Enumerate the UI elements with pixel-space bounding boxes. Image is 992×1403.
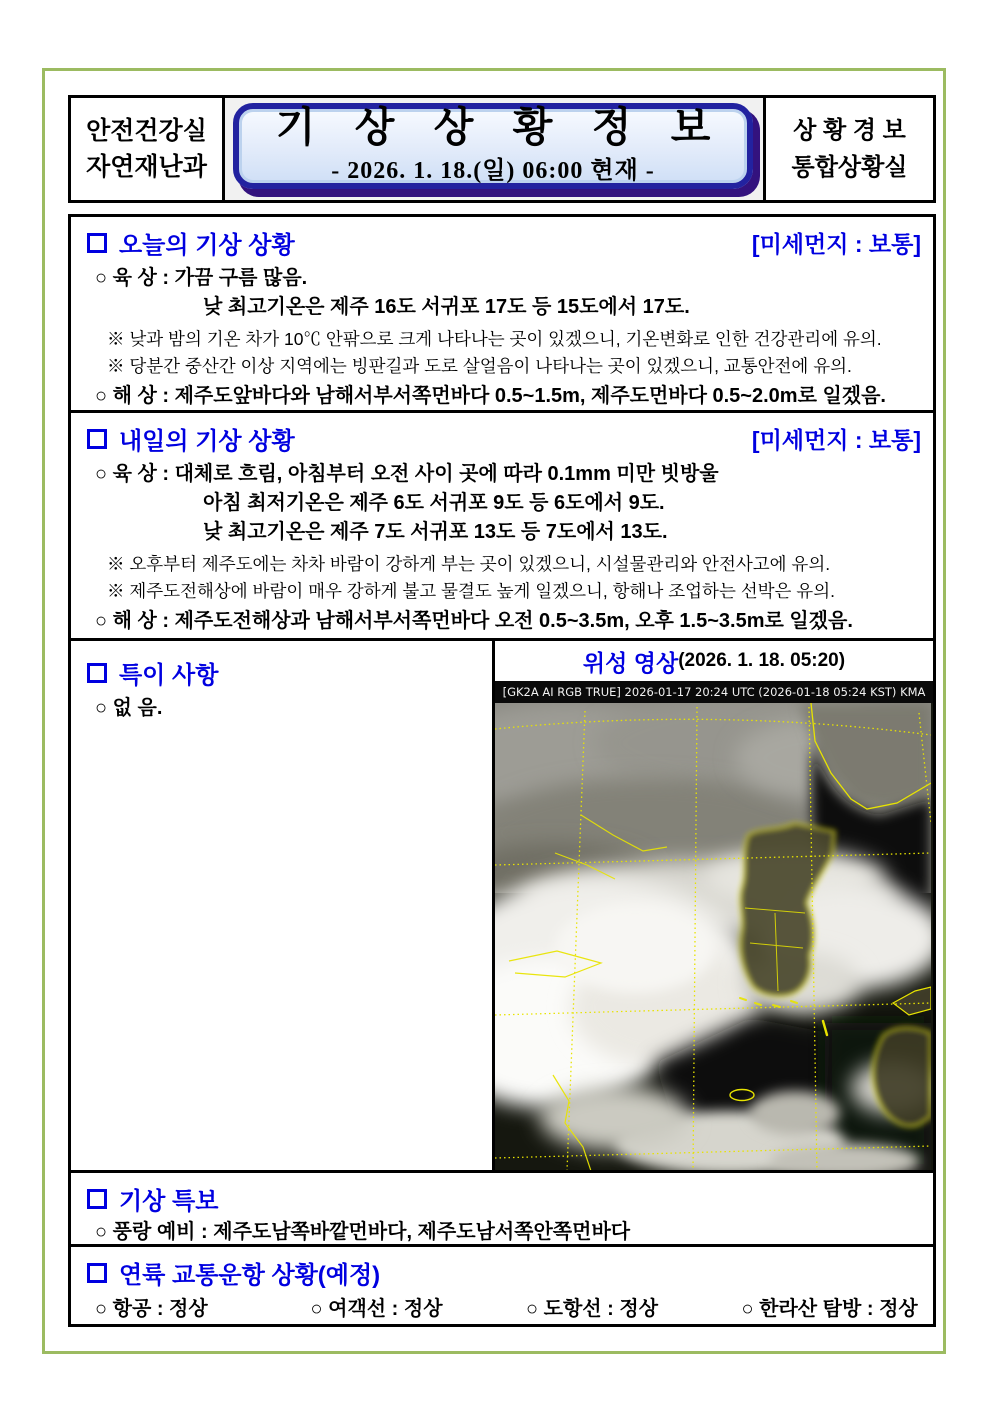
report-datetime: - 2026. 1. 18.(일) 06:00 현재 -	[331, 158, 655, 184]
section-tomorrow-title	[87, 421, 295, 456]
tomorrow-note2: ※ 제주도전해상에 바람이 매우 강하게 불고 물결도 높게 일겠으니, 항해나 조업하는 선박은 유의.	[107, 581, 835, 601]
satellite-datetime: (2026. 1. 18. 05:20)	[678, 650, 846, 671]
section-transport-header	[71, 1247, 933, 1290]
special-notes-header	[71, 647, 492, 690]
special-none-line: ○ 없 음.	[95, 697, 163, 719]
department-line2: 자연재난과	[86, 153, 207, 181]
section-warning	[71, 1173, 933, 1247]
section-today-header	[71, 217, 933, 260]
transport-hallasan: ○ 한라산 탐방 : 정상	[741, 1298, 918, 1320]
tomorrow-land-line2: 아침 최저기온은 제주 6도 서귀포 9도 등 6도에서 9도.	[203, 492, 665, 514]
section-warning-label: 기상 특보	[119, 1188, 219, 1215]
title-cell	[225, 98, 763, 200]
section-warning-title	[87, 1181, 218, 1216]
special-notes-cell	[71, 641, 495, 1170]
special-notes-title	[87, 655, 218, 690]
report-body	[68, 214, 936, 1327]
transport-island: ○ 도항선 : 정상	[526, 1298, 659, 1320]
blue-square-icon	[87, 1263, 107, 1283]
satellite-image	[495, 703, 933, 1170]
title-box	[233, 103, 753, 189]
tomorrow-land-line: ○ 육 상 : 대체로 흐림, 아침부터 오전 사이 곳에 따라 0.1mm 미만 빗방울	[95, 463, 719, 485]
section-transport	[71, 1247, 933, 1324]
transport-status-row	[71, 1295, 933, 1324]
section-tomorrow-header	[71, 413, 933, 456]
transport-air: ○ 항공 : 정상	[95, 1298, 208, 1320]
section-today	[71, 217, 933, 413]
blue-square-icon	[87, 663, 107, 683]
tomorrow-note1: ※ 오후부터 제주도에는 차차 바람이 강하게 부는 곳이 있겠으니, 시설물관리와 안전사고에 유의.	[107, 554, 831, 574]
satellite-title: 위성 영상	[582, 649, 679, 676]
report-header	[68, 95, 936, 203]
situation-room-line1: 상 황 경 보	[793, 116, 906, 144]
today-note2: ※ 당분간 중산간 이상 지역에는 빙판길과 도로 살얼음이 나타나는 곳이 있겠으니, 교통안전에 유의.	[107, 356, 852, 376]
section-special	[71, 641, 933, 1173]
warning-line: ○ 풍랑 예비 : 제주도남쪽바깥먼바다, 제주도남서쪽안쪽먼바다	[95, 1221, 631, 1243]
situation-room-cell	[763, 98, 933, 200]
section-tomorrow	[71, 413, 933, 641]
situation-room-line2: 통합상황실	[791, 154, 908, 181]
section-transport-title	[87, 1255, 380, 1290]
section-tomorrow-label: 내일의 기상 상황	[119, 428, 295, 455]
blue-square-icon	[87, 429, 107, 449]
blue-square-icon	[87, 1189, 107, 1209]
report-title: 기 상 상 황 정 보	[275, 104, 725, 150]
today-note1: ※ 낮과 밤의 기온 차가 10℃ 안팎으로 크게 나타나는 곳이 있겠으니, 기온변화로 인한 건강관리에 유의.	[107, 329, 882, 349]
section-warning-header	[71, 1173, 933, 1216]
blue-square-icon	[87, 233, 107, 253]
department-cell	[71, 98, 225, 200]
special-notes-label: 특이 사항	[119, 662, 219, 689]
dust-status-badge: [미세먼지 : 보통]	[751, 427, 921, 453]
department-line1: 안전건강실	[86, 116, 207, 145]
satellite-graphic	[495, 703, 931, 1170]
satellite-title-row	[495, 641, 933, 681]
dust-status-badge: [미세먼지 : 보통]	[751, 231, 921, 257]
satellite-cell	[495, 641, 933, 1170]
tomorrow-land-line3: 낮 최고기온은 제주 7도 서귀포 13도 등 7도에서 13도.	[203, 521, 668, 543]
transport-ferry: ○ 여객선 : 정상	[310, 1298, 443, 1320]
today-sea-line: ○ 해 상 : 제주도앞바다와 남해서부서쪽먼바다 0.5~1.5m, 제주도먼바다 0.5~2.0m로 일겠음.	[95, 385, 886, 407]
today-land-line: ○ 육 상 : 가끔 구름 많음.	[95, 267, 308, 289]
section-today-title	[87, 225, 295, 260]
section-today-label: 오늘의 기상 상황	[119, 232, 295, 259]
satellite-caption-bar: [GK2A AI RGB TRUE] 2026-01-17 20:24 UTC (2026-01-18 05:24 KST) KMA	[495, 681, 933, 703]
section-transport-label: 연륙 교통운항 상황(예정)	[119, 1262, 381, 1289]
tomorrow-sea-line: ○ 해 상 : 제주도전해상과 남해서부서쪽먼바다 오전 0.5~3.5m, 오후 1.5~3.5m로 일겠음.	[95, 610, 853, 632]
today-land-line2: 낮 최고기온은 제주 16도 서귀포 17도 등 15도에서 17도.	[203, 296, 690, 318]
